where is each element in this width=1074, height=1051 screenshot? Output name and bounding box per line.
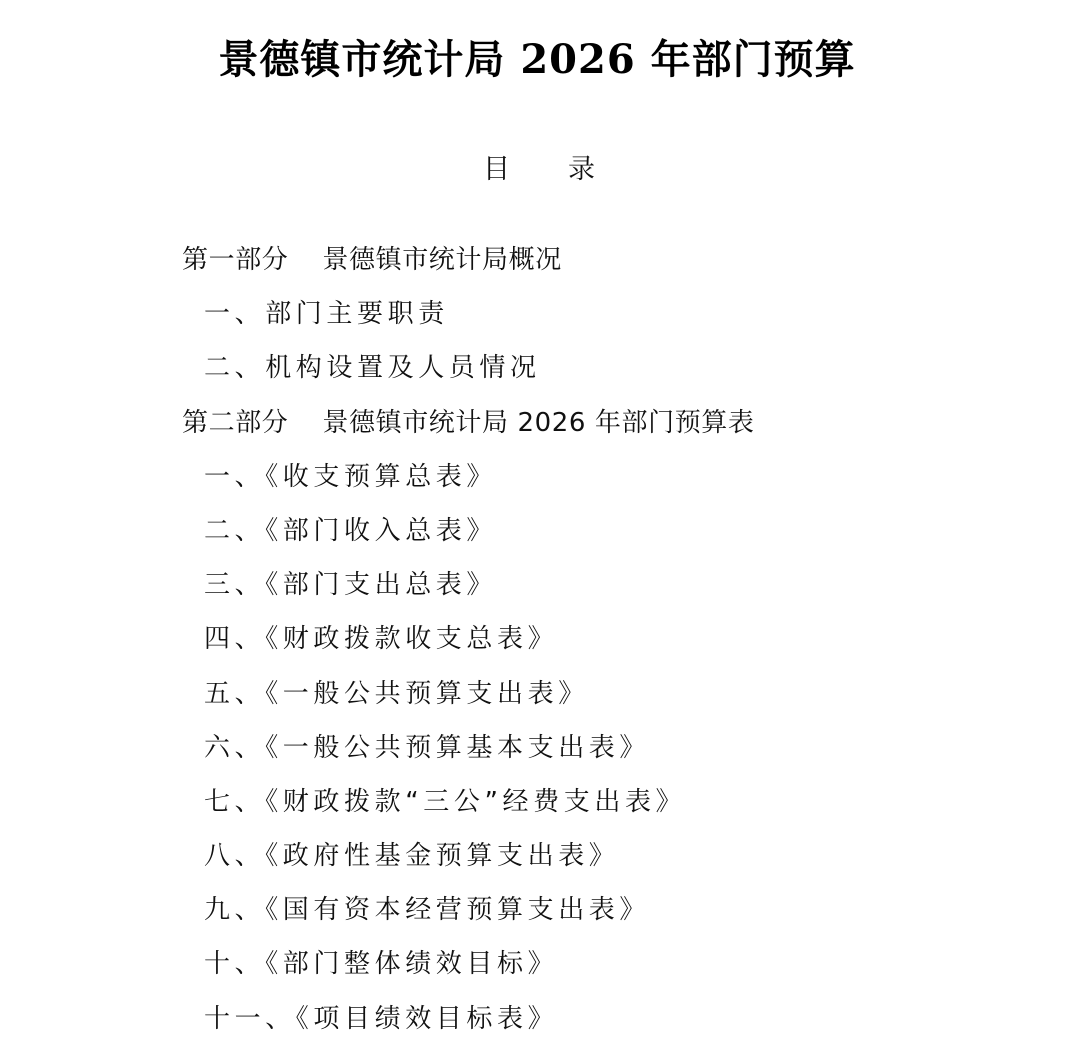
toc-item[interactable]: 八、《政府性基金预算支出表》 — [204, 841, 620, 872]
toc-item[interactable]: 十、《部门整体绩效目标》 — [204, 949, 559, 980]
toc-part-2-title: 景德镇市统计局 2026 年部门预算表 — [322, 407, 755, 438]
toc-item[interactable]: 一、部门主要职责 — [204, 299, 449, 330]
toc-item[interactable]: 十一、《项目绩效目标表》 — [204, 1003, 559, 1034]
table-of-contents — [0, 238, 1074, 1051]
toc-item[interactable]: 七、《财政拨款“三公”经费支出表》 — [204, 786, 687, 817]
toc-item[interactable]: 三、《部门支出总表》 — [204, 570, 498, 601]
toc-heading-char-2: 录 — [568, 154, 595, 185]
toc-item[interactable]: 五、《一般公共预算支出表》 — [204, 678, 589, 709]
toc-item[interactable]: 六、《一般公共预算基本支出表》 — [204, 732, 651, 763]
toc-part-1-title: 景德镇市统计局概况 — [322, 245, 562, 275]
document-title: 景德镇市统计局 2026 年部门预算 — [218, 36, 856, 83]
toc-heading — [483, 150, 603, 190]
toc-heading-char-1: 目 — [483, 154, 510, 185]
toc-item[interactable]: 四、《财政拨款收支总表》 — [204, 624, 559, 655]
toc-part-1[interactable] — [0, 238, 1074, 292]
toc-part-2-label: 第二部分 — [182, 407, 289, 438]
toc-item[interactable]: 二、《部门收入总表》 — [204, 515, 498, 546]
toc-part-1-label: 第一部分 — [182, 245, 289, 275]
toc-part-2[interactable] — [0, 401, 1074, 455]
toc-item[interactable]: 二、机构设置及人员情况 — [204, 353, 541, 384]
toc-item[interactable]: 九、《国有资本经营预算支出表》 — [204, 895, 651, 926]
toc-item[interactable]: 一、《收支预算总表》 — [204, 461, 498, 492]
